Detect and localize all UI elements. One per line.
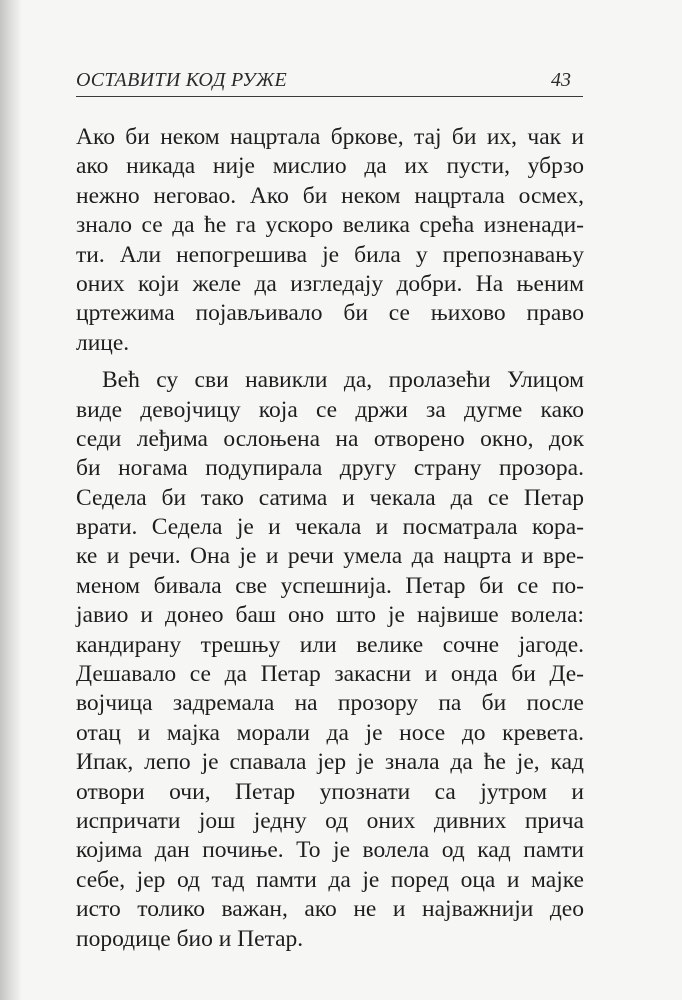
text-line: Дешавало се да Петар закасни и онда би Де-: [76, 661, 584, 688]
text-line: породице био и Петар.: [76, 925, 304, 952]
text-line: ако никада није мислио да их пусти, убрзо: [76, 153, 584, 180]
text-line: седи леђима ослоњена на отворено окно, док: [76, 425, 584, 452]
text-line: Ако би неком нацртала бркове, тај би их, чак и: [76, 124, 584, 150]
text-line: ке и речи. Она је и речи умела да нацрта и вре-: [76, 543, 584, 570]
text-line: испричати још једну од оних дивних прича: [76, 807, 584, 834]
text-line: Ипак, лепо је спавала јер је знала да ће је, кад: [76, 749, 584, 776]
text-line: јавио и донео баш оно што је највише волела:: [76, 602, 584, 629]
running-title: ОСТАВИТИ КОД РУЖЕ: [76, 69, 287, 91]
text-line: виде девојчицу која се држи за дугме како: [76, 396, 584, 423]
text-line: Већ су сви навикли да, пролазећи Улицом: [102, 367, 584, 394]
text-line: врати. Седела је и чекала и посматрала кора-: [76, 514, 584, 541]
page-spine-shadow: [0, 0, 22, 1000]
page-header: [76, 66, 583, 97]
text-line: кандирану трешњу или велике сочне јагоде.: [76, 631, 584, 658]
text-line: себе, јер од тад памти да је поред оца и мајке: [76, 866, 584, 893]
paragraph-1: [76, 123, 584, 358]
text-line: цртежима појављивало би се њихово право: [76, 300, 584, 327]
text-line: којима дан почиње. То је волела од кад памти: [76, 837, 584, 864]
text-line: меном бивала све успешнија. Петар би се по-: [76, 572, 584, 599]
text-line: би ногама подупирала другу страну прозора.: [76, 455, 584, 482]
text-line: Седела би тако сатима и чекала да се Петар: [76, 484, 584, 511]
paragraph-2: [76, 366, 584, 954]
text-line: отвори очи, Петар упознати са јутром и: [76, 778, 584, 805]
text-line: нежно неговао. Ако би неком нацртала осмех,: [76, 182, 584, 209]
page-number: 43: [551, 69, 571, 91]
text-line: ти. Али непогрешива је била у препознавању: [76, 241, 584, 268]
text-line: отац и мајка морали да је носе до кревета.: [76, 719, 584, 746]
body-text: [76, 123, 584, 954]
text-line: војчица задремала на прозору па би после: [76, 690, 584, 717]
text-line: лице.: [76, 329, 130, 356]
text-line: оних који желе да изгледају добри. На њеним: [76, 270, 584, 297]
text-line: исто толико важан, ако не и најважнији део: [76, 896, 584, 923]
text-line: знало се да ће га ускоро велика срећа изненади-: [76, 212, 584, 239]
